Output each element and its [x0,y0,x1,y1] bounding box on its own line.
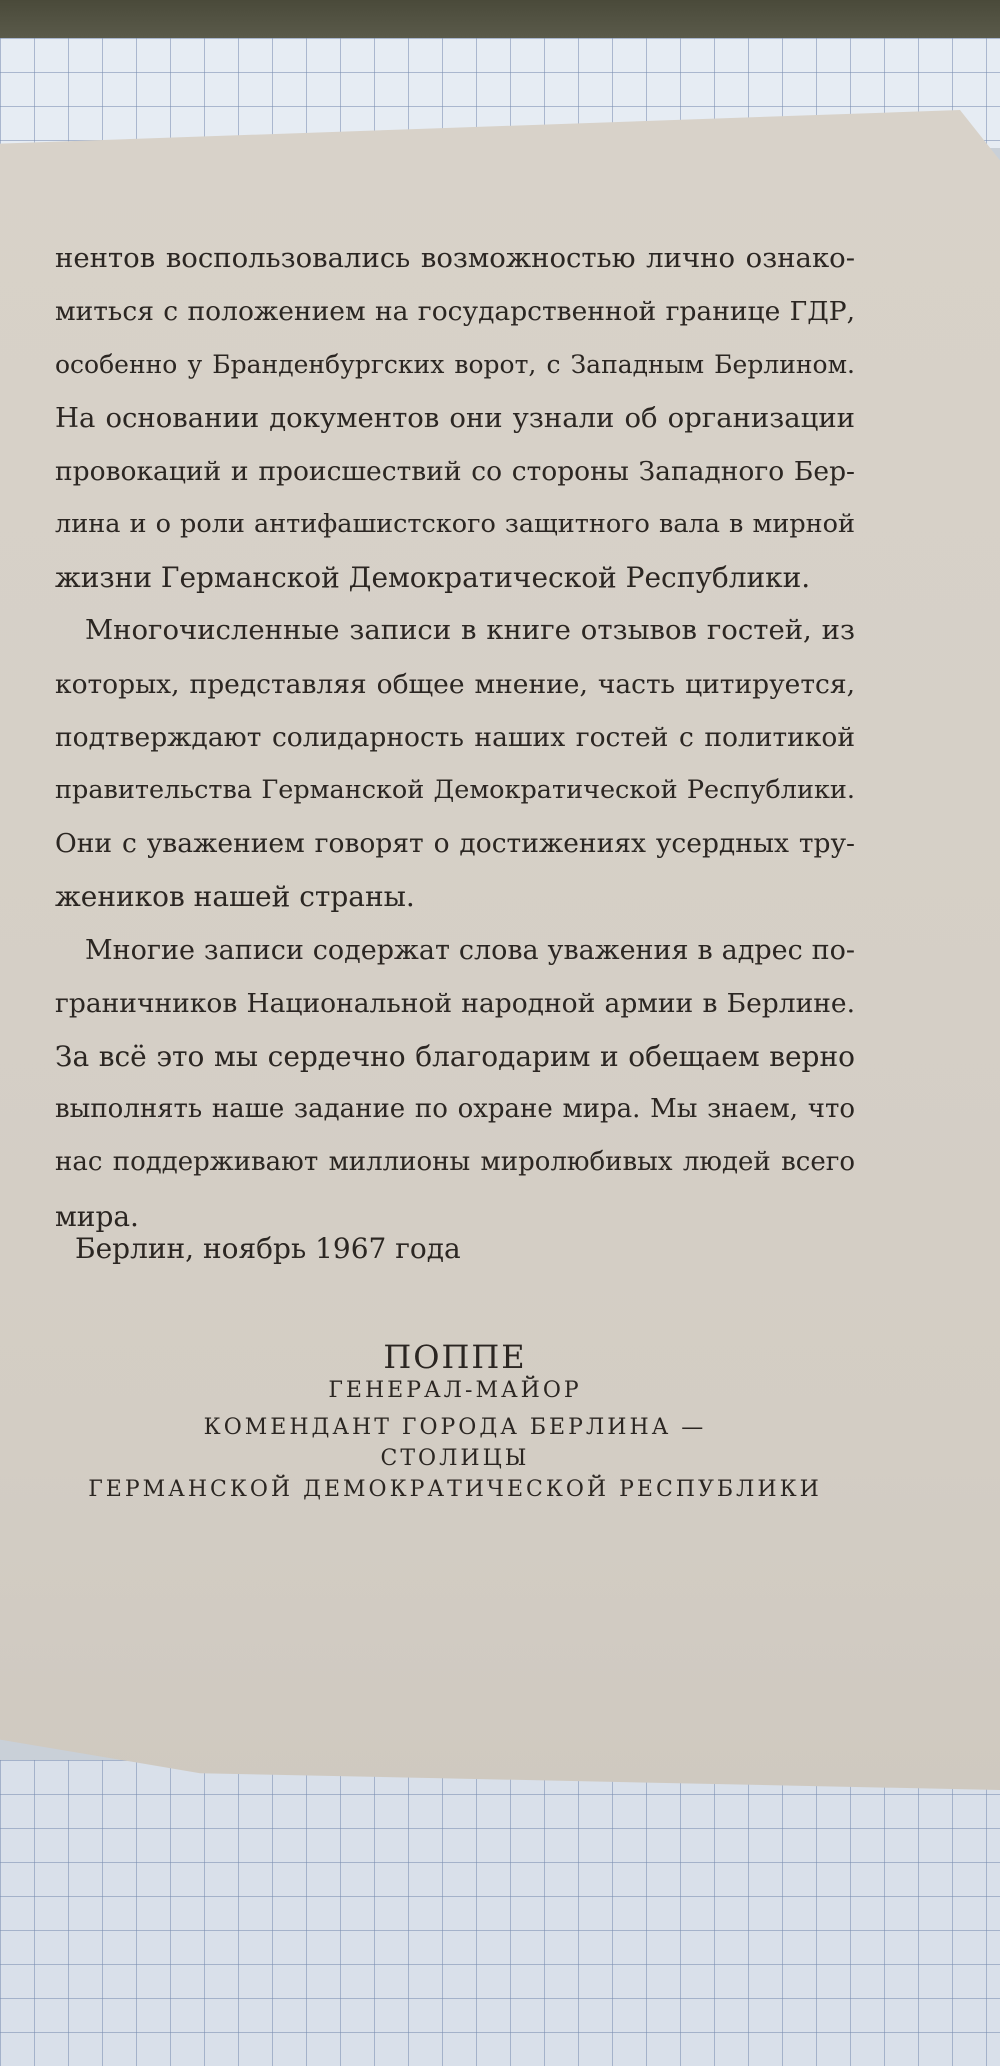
text-line: граничников Национальной народной армии в Берлине. [55,987,855,1019]
signature-name: ПОППЕ [383,1338,527,1376]
grid-paper-background-bottom [0,1760,1000,2066]
text-line: особенно у Бранденбургских ворот, с Западным Берлином. [55,350,855,380]
text-line: На основании документов они узнали об организации [55,401,855,434]
dateline: Берлин, ноябрь 1967 года [75,1232,461,1265]
text-line: Многие записи содержат слова уважения в адрес по- [85,934,855,966]
text-line: жеников нашей страны. [55,880,415,914]
text-line: которых, представляя общее мнение, часть цитируется, [55,668,855,700]
text-line: миться с положением на государственной границе ГДР, [55,296,855,328]
text-line: лина и о роли антифашистского защитного вала в мирной [55,509,855,540]
text-line: правительства Германской Демократической Республики. [55,775,855,806]
text-line: Многочисленные записи в книге отзывов гостей, из [85,614,855,647]
text-line: жизни Германской Демократической Республики. [55,561,811,595]
text-line: мира. [55,1199,139,1233]
signature-title-line: КОМЕНДАНТ ГОРОДА БЕРЛИНА — [203,1415,707,1440]
text-line: выполнять наше задание по охране мира. Мы знаем, что [55,1094,855,1125]
text-line: подтверждают солидарность наших гостей с политикой [55,721,855,753]
table-edge [0,0,1000,38]
text-line: нас поддерживают миллионы миролюбивых людей всего [55,1147,855,1178]
signature-title-line: ГЕРМАНСКОЙ ДЕМОКРАТИЧЕСКОЙ РЕСПУБЛИКИ [88,1477,822,1502]
signature-rank: ГЕНЕРАЛ-МАЙОР [328,1378,582,1403]
text-line: нентов воспользовались возможностью лично ознако- [55,242,855,274]
signature-title-line: СТОЛИЦЫ [380,1446,530,1471]
text-line: провокаций и происшествий со стороны Западного Бер- [55,455,855,487]
body-text [55,232,855,1243]
text-line: Они с уважением говорят о достижениях усердных тру- [55,828,855,860]
text-line: За всё это мы сердечно благодарим и обещаем верно [55,1040,855,1074]
